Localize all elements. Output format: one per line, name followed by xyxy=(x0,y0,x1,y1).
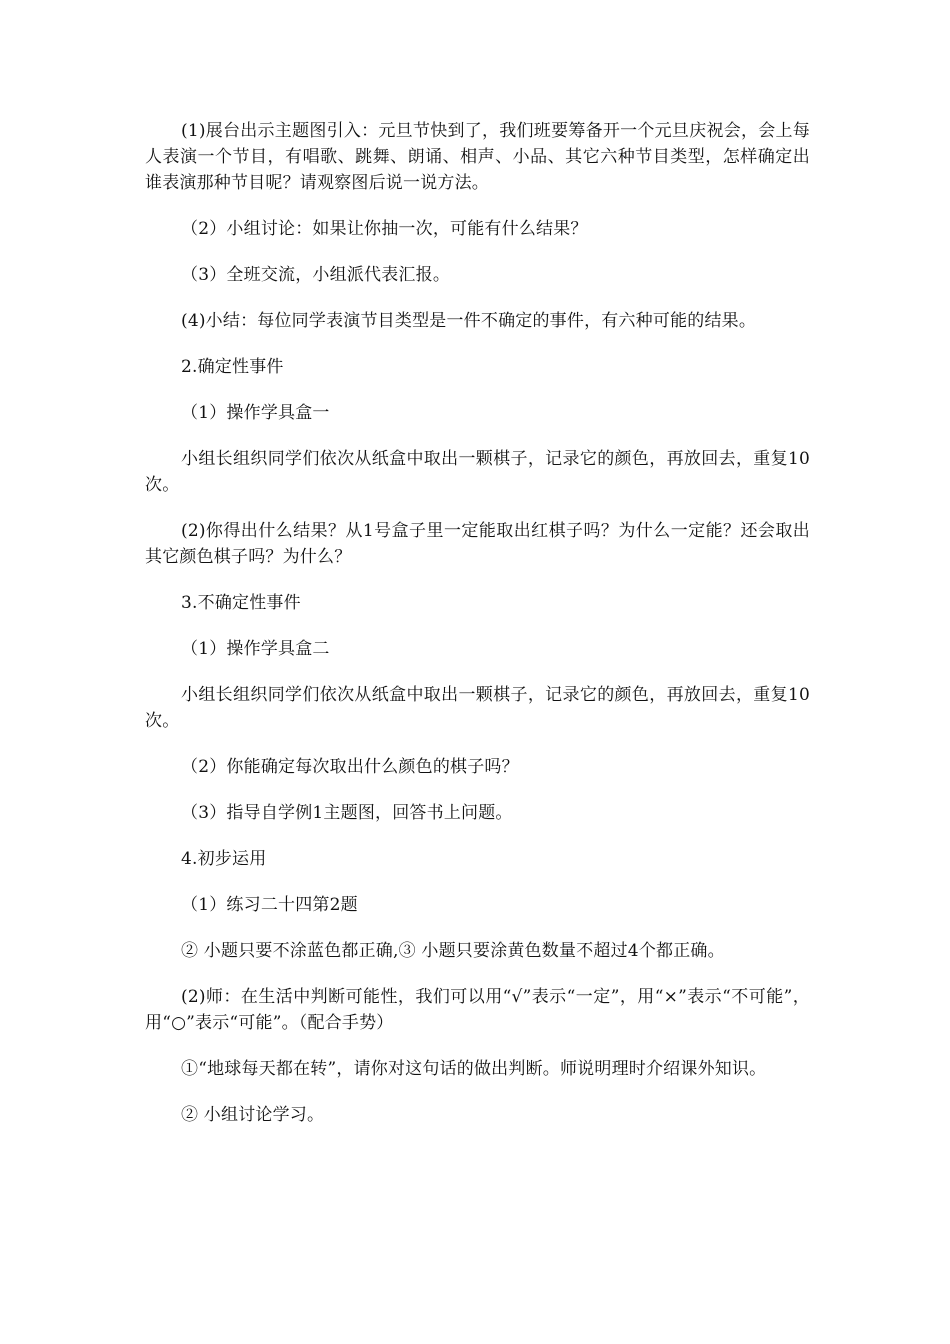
paragraph-exercise-notes: ② 小题只要不涂蓝色都正确,③ 小题只要涂黄色数量不超过4个都正确。 xyxy=(181,941,725,961)
paragraph-box-two: （1）操作学具盒二 xyxy=(181,639,330,659)
heading-uncertain-events: 3.不确定性事件 xyxy=(181,593,301,613)
paragraph-box-one: （1）操作学具盒一 xyxy=(181,403,330,423)
paragraph-box-two-instructions: 小组长组织同学们依次从纸盒中取出一颗棋子，记录它的颜色，再放回去，重复10次。 xyxy=(145,685,810,731)
paragraph-summary: (4)小结：每位同学表演节目类型是一件不确定的事件，有六种可能的结果。 xyxy=(181,311,757,331)
paragraph-class-exchange: （3）全班交流，小组派代表汇报。 xyxy=(181,265,451,285)
paragraph-group-study: ② 小组讨论学习。 xyxy=(181,1105,325,1125)
paragraph-box-two-question: （2）你能确定每次取出什么颜色的棋子吗？ xyxy=(181,757,519,777)
document-body xyxy=(145,118,810,1148)
paragraph-symbols: (2)师：在生活中判断可能性，我们可以用“√”表示“一定”，用“×”表示“不可能”，用“○”表示“可能”。（配合手势） xyxy=(145,987,810,1033)
heading-initial-application: 4.初步运用 xyxy=(181,849,267,869)
heading-certain-events: 2.确定性事件 xyxy=(181,357,284,377)
paragraph-group-discussion: （2）小组讨论：如果让你抽一次，可能有什么结果？ xyxy=(181,219,588,239)
paragraph-self-study: （3）指导自学例1主题图，回答书上问题。 xyxy=(181,803,513,823)
paragraph-box-one-instructions: 小组长组织同学们依次从纸盒中取出一颗棋子，记录它的颜色，再放回去，重复10次。 xyxy=(145,449,810,495)
paragraph-earth-judgement: ①“地球每天都在转”，请你对这句话的做出判断。师说明理时介绍课外知识。 xyxy=(181,1059,767,1079)
paragraph-intro: (1)展台出示主题图引入：元旦节快到了，我们班要筹备开一个元旦庆祝会，会上每人表演一个节目，有唱歌、跳舞、朗诵、相声、小品、其它六种节目类型，怎样确定出谁表演那种节目呢？请观察图后说一说方法。 xyxy=(145,121,810,193)
paragraph-box-one-questions: (2)你得出什么结果？从1号盒子里一定能取出红棋子吗？为什么一定能？还会取出其它颜色棋子吗？为什么？ xyxy=(145,521,810,567)
paragraph-exercise: （1）练习二十四第2题 xyxy=(181,895,358,915)
